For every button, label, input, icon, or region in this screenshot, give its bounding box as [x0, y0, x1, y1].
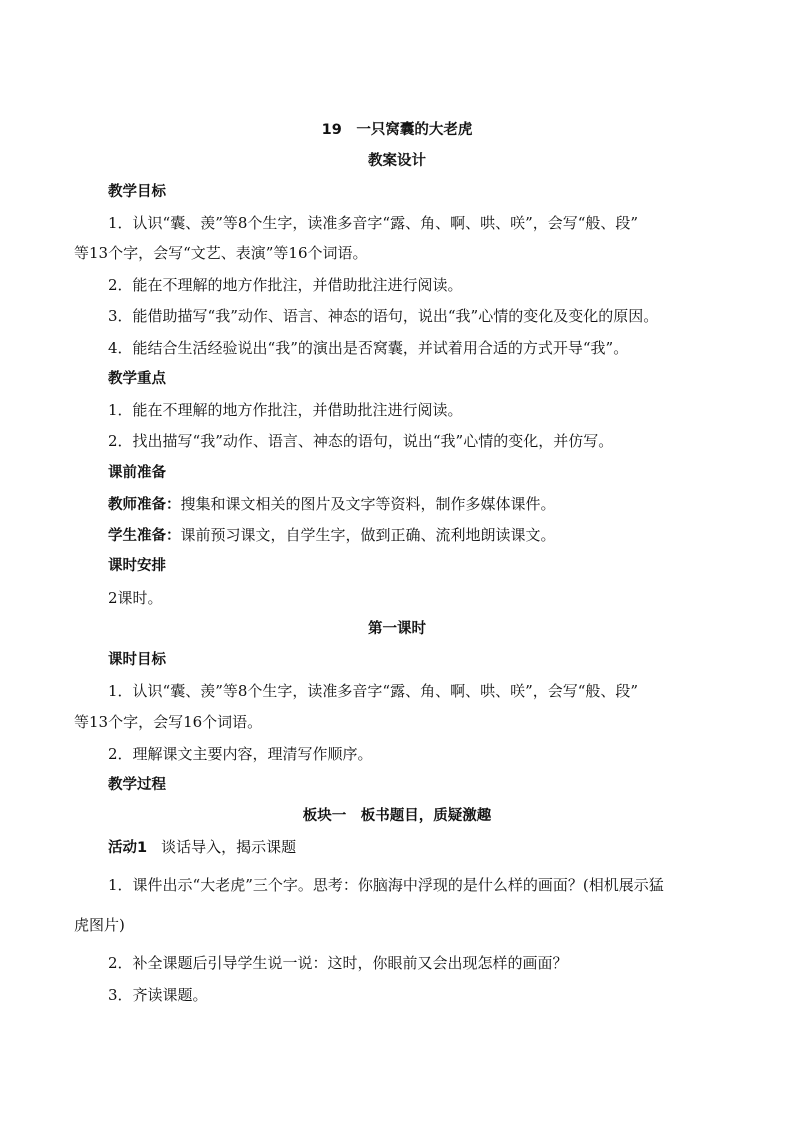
schedule-heading: 课时安排	[108, 558, 166, 574]
key-heading: 教学重点	[108, 371, 166, 387]
document-title: 19 一只窝囊的大老虎	[321, 122, 473, 138]
activity1-title: 谈话导入，揭示课题	[161, 838, 297, 856]
lesson1-heading: 第一课时	[368, 621, 426, 637]
activity1-step-3: 3．齐读课题。	[108, 986, 208, 1004]
activity1-step-2: 2．补全课题后引导学生说一说：这时，你眼前又会出现怎样的画面？	[108, 954, 568, 972]
schedule-text: 2课时。	[108, 589, 163, 607]
prep-heading: 课前准备	[108, 465, 166, 481]
goal-line-4: 4．能结合生活经验说出“我”的演出是否窝囊，并试着用合适的方式开导“我”。	[108, 339, 629, 357]
key-point-2: 2．找出描写“我”动作、语言、神态的语句，说出“我”心情的变化，并仿写。	[108, 432, 614, 450]
process-heading: 教学过程	[108, 777, 166, 793]
goal-line-2: 2．能在不理解的地方作批注，并借助批注进行阅读。	[108, 276, 463, 294]
document-subtitle: 教案设计	[368, 153, 426, 169]
activity1-label: 活动1	[108, 840, 148, 856]
goals-heading: 教学目标	[108, 184, 166, 200]
activity1-heading	[108, 837, 296, 858]
lesson-goals-heading: 课时目标	[108, 652, 166, 668]
key-point-1: 1．能在不理解的地方作批注，并借助批注进行阅读。	[108, 401, 463, 419]
student-prep-text: 课前预习课文，自学生字，做到正确、流利地朗读课文。	[180, 526, 556, 544]
goal-line-1: 1．认识“囊、羡”等8个生字，读准多音字“露、角、啊、哄、咲”，会写“般、段”	[108, 214, 639, 232]
goal-line-1-cont: 等13个字，会写“文艺、表演”等16个词语。	[74, 244, 368, 262]
lesson-goal-line-1: 1．认识“囊、羡”等8个生字，读准多音字“露、角、啊、哄、咲”，会写“般、段”	[108, 682, 639, 700]
teacher-prep-text: 搜集和课文相关的图片及文字等资料，制作多媒体课件。	[180, 495, 556, 513]
student-prep	[108, 525, 556, 546]
block1-heading: 板块一 板书题目，质疑激趣	[302, 808, 492, 824]
teacher-prep	[108, 494, 556, 515]
lesson-goal-line-1-cont: 等13个字，会写16个词语。	[74, 713, 263, 731]
lesson-goal-line-2: 2．理解课文主要内容，理清写作顺序。	[108, 745, 373, 763]
teacher-prep-label: 教师准备：	[108, 497, 181, 513]
goal-line-3: 3．能借助描写“我”动作、语言、神态的语句，说出“我”心情的变化及变化的原因。	[108, 307, 659, 325]
student-prep-label: 学生准备：	[108, 528, 181, 544]
activity1-step-1-cont: 虎图片)	[74, 916, 125, 934]
activity1-step-1: 1．课件出示“大老虎”三个字。思考：你脑海中浮现的是什么样的画面？(相机展示猛	[108, 876, 664, 894]
